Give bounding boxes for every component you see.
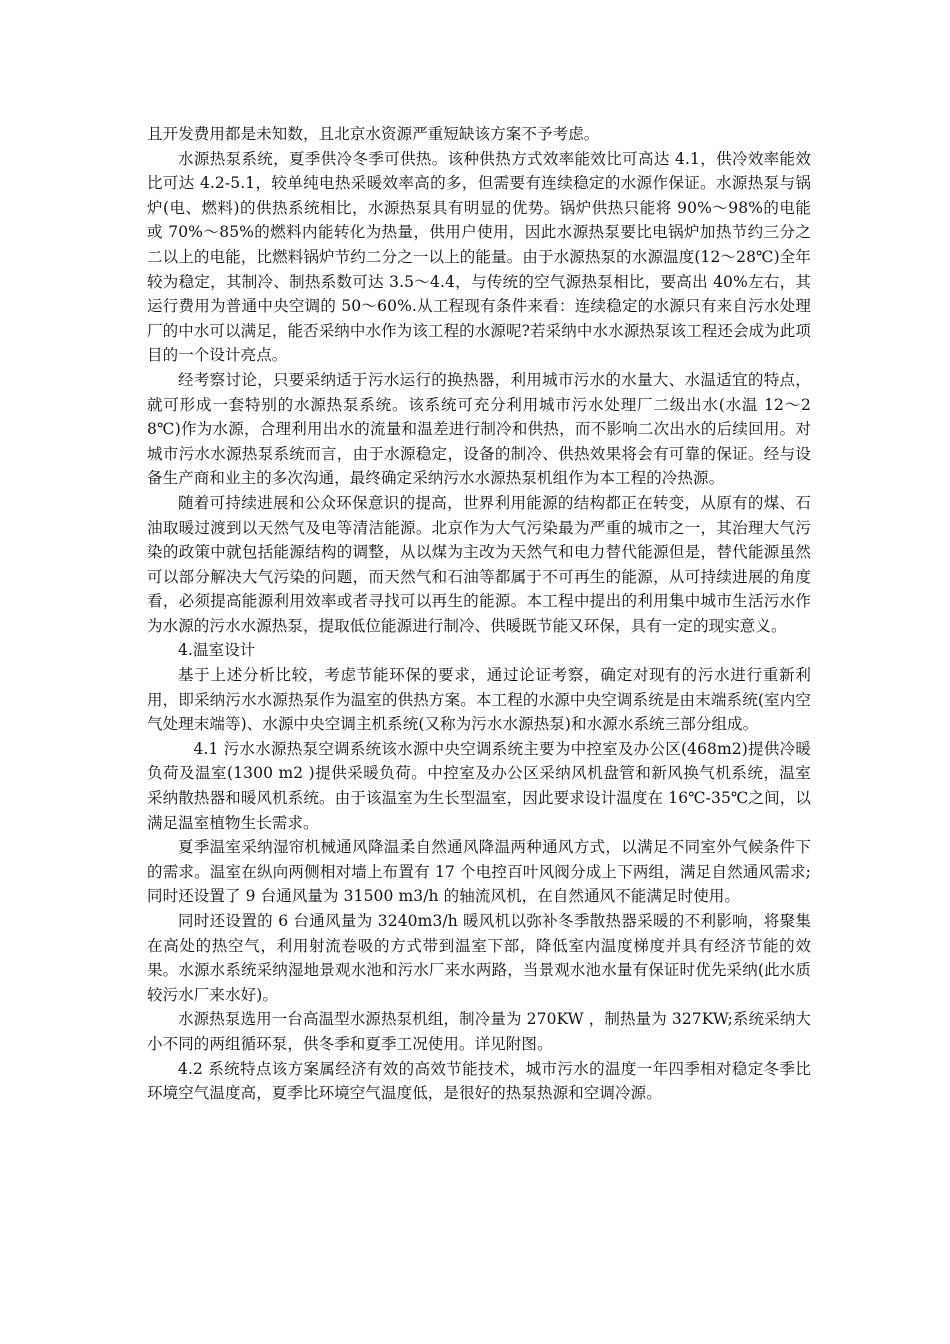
paragraph-10: 4.2 系统特点该方案属经济有效的高效节能技术，城市污水的温度一年四季相对稳定冬季比环境空气温度高，夏季比环境空气温度低，是很好的热泵热源和空调冷源。 (147, 1059, 811, 1103)
paragraph-1: 水源热泵系统，夏季供冷冬季可供热。该种供热方式效率能效比可高达 4.1，供冷效率能效比可达 4.2-5.1，较单纯电热采暖效率高的多，但需要有连续稳定的水源作保证。水源热泵与锅炉(电、燃料)的供热系统相比，水源热泵具有明显的优势。锅炉供热只能将 90%～98%的电能或 70%～85%的燃料内能转化为热量，供用户使用，因此水源热泵要比电锅炉加热节约三分之二以上的电能，比燃料锅炉节约二分之一以上的能量。由于水源热泵的水源温度(12～28℃)全年较为稳定，其制冷、制热系数可达 3.5～4.4，与传统的空气源热泵相比，要高出 40%左右，其运行费用为普通中央空调的 50～60%.从工程现有条件来看：连续稳定的水源只有来自污水处理厂的中水可以满足，能否采纳中水作为该工程的水源呢?若采纳中水水源热泵该工程还会成为此项目的一个设计亮点。 (147, 149, 811, 365)
paragraph-8: 同时还设置的 6 台通风量为 3240m3/h 暖风机以弥补冬季散热器采暖的不利影响，将聚集在高处的热空气，利用射流卷吸的方式带到温室下部，降低室内温度梯度并具有经济节能的效果。水源水系统采纳湿地景观水池和污水厂来水两路，当景观水池水量有保证时优先采纳(此水质较污水厂来水好)。 (147, 912, 811, 1004)
paragraph-2: 经考察讨论，只要采纳适于污水运行的换热器，利用城市污水的水量大、水温适宜的特点，就可形成一套特别的水源热泵系统。该系统可充分利用城市污水处理厂二级出水(水温 12～28℃)作为水源，合理利用出水的流量和温差进行制冷和供热，而不影响二次出水的后续回用。对城市污水水源热泵系统而言，由于水源稳定，设备的制冷、供热效果将会有可靠的保证。经与设备生产商和业主的多次沟通，最终确定采纳污水水源热泵机组作为本工程的冷热源。 (147, 370, 811, 488)
paragraph-7: 夏季温室采纳湿帘机械通风降温柔自然通风降温两种通风方式，以满足不同室外气候条件下的需求。温室在纵向两侧相对墙上布置有 17 个电控百叶风阀分成上下两组，满足自然通风需求;同时还设置了 9 台通风量为 31500 m3/h 的轴流风机，在自然通风不能满足时使用。 (147, 838, 811, 906)
paragraph-3: 随着可持续进展和公众环保意识的提高，世界利用能源的结构都正在转变，从原有的煤、石油取暖过渡到以天然气及电等清洁能源。北京作为大气污染最为严重的城市之一，其治理大气污染的政策中就包括能源结构的调整，从以煤为主改为天然气和电力替代能源但是，替代能源虽然可以部分解决大气污染的问题，而天然气和石油等都属于不可再生的能源，从可持续进展的角度看，必须提高能源利用效率或者寻找可以再生的能源。本工程中提出的利用集中城市生活污水作为水源的污水水源热泵，提取低位能源进行制冷、供暖既节能又环保，具有一定的现实意义。 (147, 493, 811, 635)
document-body (147, 122, 811, 1106)
paragraph-6: 4.1 污水水源热泵空调系统该水源中央空调系统主要为中控室及办公区(468m2)提供冷暖负荷及温室(1300 m2 )提供采暖负荷。中控室及办公区采纳风机盘管和新风换气机系统，温室采纳散热器和暖风机系统。由于该温室为生长型温室，因此要求设计温度在 16℃-35℃之间，以满足温室植物生长需求。 (147, 739, 811, 832)
paragraph-0: 且开发费用都是未知数，且北京水资源严重短缺该方案不予考虑。 (147, 125, 600, 143)
section-heading-greenhouse-design: 4.温室设计 (178, 641, 256, 660)
paragraph-9: 水源热泵选用一台高温型水源热泵机组，制冷量为 270KW ，制热量为 327KW;系统采纳大小不同的两组循环泵，供冬季和夏季工况使用。详见附图。 (147, 1010, 811, 1053)
paragraph-5: 基于上述分析比较，考虑节能环保的要求，通过论证考察，确定对现有的污水进行重新利用，即采纳污水水源热泵作为温室的供热方案。本工程的水源中央空调系统是由末端系统(室内空气处理末端等)、水源中央空调主机系统(又称为污水水源热泵)和水源水系统三部分组成。 (147, 666, 811, 734)
